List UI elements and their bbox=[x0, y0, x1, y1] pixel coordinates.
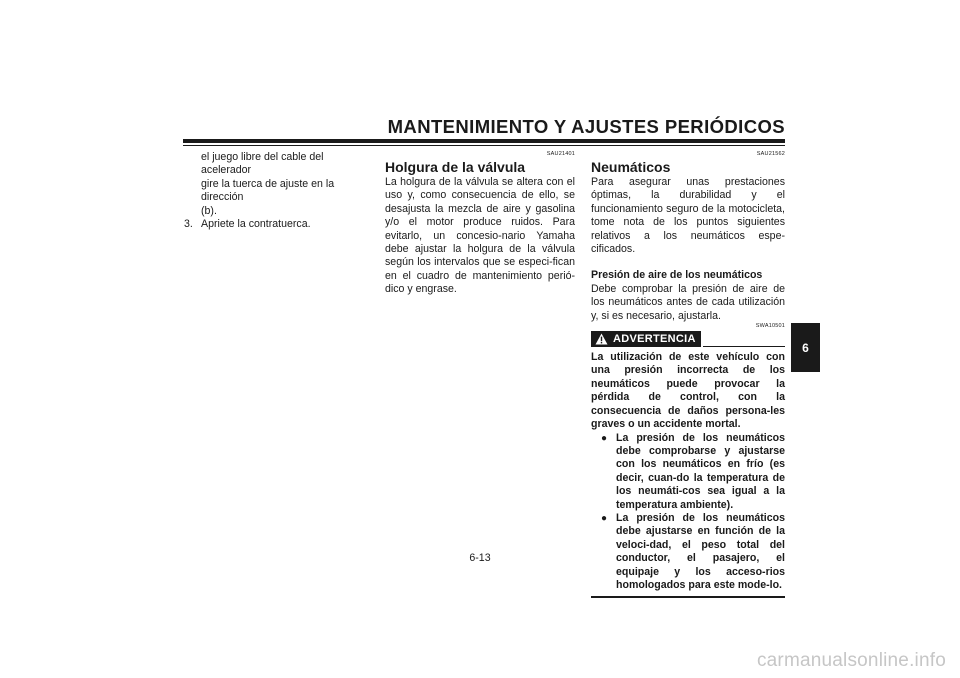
text-line: (b). bbox=[201, 204, 217, 217]
section-title-valve: Holgura de la válvula bbox=[385, 159, 526, 175]
chapter-tab-label: 6 bbox=[802, 340, 809, 355]
section-code: SAU21562 bbox=[756, 151, 785, 157]
column-1 bbox=[184, 151, 374, 231]
warning-badge bbox=[591, 331, 701, 347]
warning-header bbox=[591, 331, 785, 347]
valve-body-text: La holgura de la válvula se altera con el uso y, como consecuencia de ello, se desajusta la mezcla de aire y gasolina y/o el motor produce ruidos. Para evitarlo, un concesio-nario Yamaha debe ajustar la holgura de la válvula según los intervalos que se especi-fican en el cuadro de mantenimiento perió-dico y engrase. bbox=[385, 176, 575, 296]
text-line: el juego libre del cable del acelerador bbox=[201, 151, 324, 177]
step-text: Apriete la contratuerca. bbox=[201, 218, 311, 231]
bullet-text: La presión de los neumáticos debe comprobarse y ajustarse con los neumáticos en frío (es decir, cuan-do la temperatura de los neumáti-cos sea igual a la temperatura ambiente). bbox=[616, 431, 785, 511]
warning-bullet bbox=[601, 432, 785, 512]
section-title-tires: Neumáticos bbox=[591, 159, 671, 175]
warning-label: ADVERTENCIA bbox=[613, 333, 696, 346]
warning-text: La utilización de este vehículo con una presión incorrecta de los neumáticos puede provocar la pérdida de control, con la consecuencia de daños persona-les graves o un accidente mortal. bbox=[591, 351, 785, 431]
warning-body bbox=[591, 351, 785, 592]
column-2 bbox=[385, 151, 575, 297]
chapter-tab[interactable] bbox=[791, 323, 820, 372]
header-rule-thin bbox=[183, 145, 785, 146]
warning-end-rule bbox=[591, 596, 785, 598]
column-3 bbox=[591, 151, 785, 598]
bullet-dot-icon: ● bbox=[601, 512, 608, 524]
page-header-title: MANTENIMIENTO Y AJUSTES PERIÓDICOS bbox=[387, 116, 785, 137]
warning-code: SWA10501 bbox=[755, 323, 785, 330]
watermark: carmanualsonline.info bbox=[756, 650, 946, 671]
section-code: SAU21401 bbox=[546, 151, 575, 157]
bullet-text: La presión de los neumáticos debe ajustarse en función de la veloci-dad, el peso total del conductor, el pasajero, el equipaje y los acceso-rios homologados para este mode-lo. bbox=[616, 511, 785, 591]
warning-bullet bbox=[601, 512, 785, 592]
warning-triangle-icon bbox=[595, 333, 608, 345]
tire-pressure-text: Debe comprobar la presión de aire de los neumáticos antes de cada utilización y, si es necesario, ajustarla. bbox=[591, 282, 785, 322]
text-line: gire la tuerca de ajuste en la dirección bbox=[201, 177, 335, 204]
bullet-dot-icon: ● bbox=[601, 432, 608, 444]
page-number: 6-13 bbox=[469, 552, 491, 564]
tires-intro-text: Para asegurar unas prestaciones óptimas, la durabilidad y el funcionamiento seguro de la motocicleta, tome nota de los puntos siguientes relativos a los neumáticos espe-cificados. bbox=[591, 176, 785, 256]
step-3 bbox=[184, 218, 374, 231]
header-rule bbox=[183, 139, 785, 143]
subheading-tire-pressure: Presión de aire de los neumáticos bbox=[591, 269, 763, 282]
step-number: 3. bbox=[184, 218, 193, 231]
warning-rule bbox=[703, 346, 785, 347]
continued-text bbox=[184, 151, 374, 218]
